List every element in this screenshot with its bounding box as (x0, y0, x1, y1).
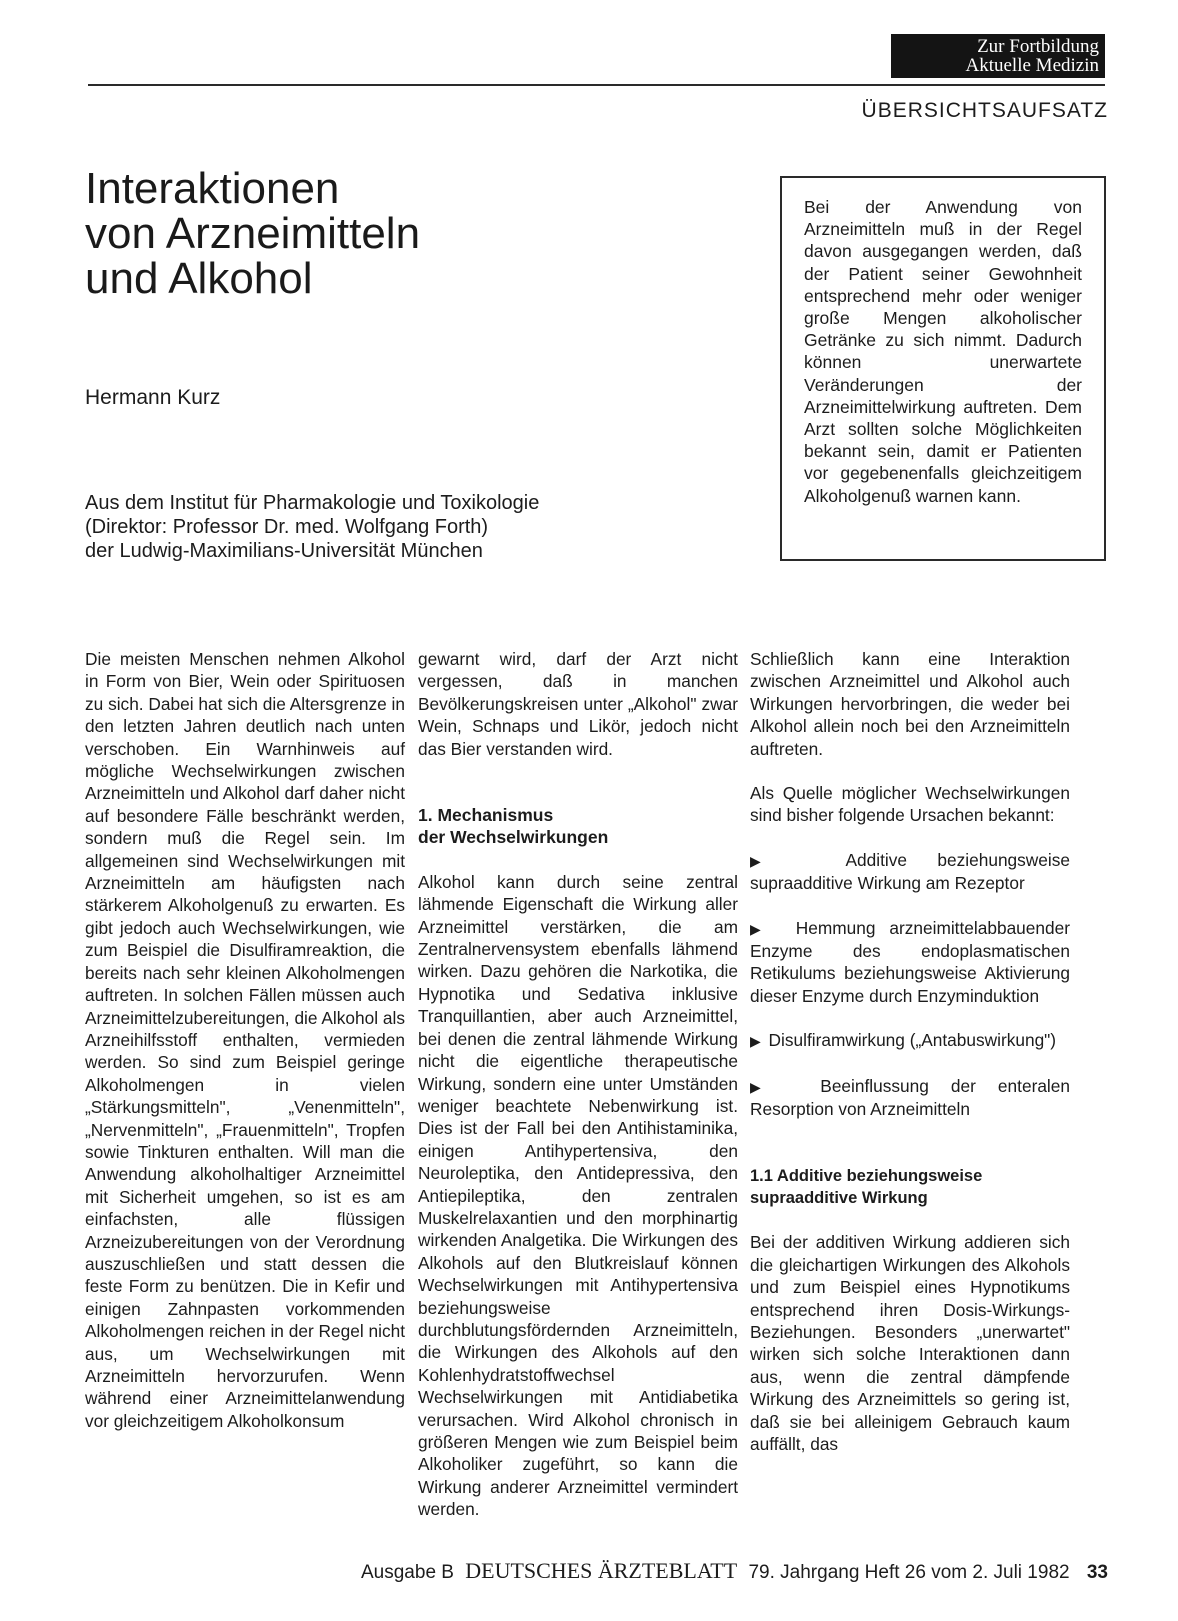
paragraph: gewarnt wird, darf der Arzt nicht vergessen, daß in manchen Bevölkerungskreisen unter „Alkohol" zwar Wein, Schnaps und Likör, jedoch nicht das Bier verstanden wird. (418, 649, 738, 759)
paragraph: Schließlich kann eine Interaktion zwischen Arzneimittel und Alkohol auch Wirkungen hervorbringen, die weder bei Alkohol allein noch bei den Arzneimitteln auftreten. (750, 649, 1070, 759)
abstract-text: Bei der Anwendung von Arzneimitteln muß in der Regel davon ausgegangen werden, daß der Patient seiner Gewohnheit entsprechend mehr oder weniger große Mengen alkoholischer Getränke zu sich nimmt. Dadurch können unerwartete Veränderungen der Arzneimittelwirkung auftreten. Dem Arzt sollten solche Möglichkeiten bekannt sein, damit er Patienten vor gegebenenfalls gleichzeitigem Alkoholgenuß warnen kann. (804, 197, 1082, 506)
footer-journal: DEUTSCHES ÄRZTEBLATT (465, 1558, 738, 1583)
heading-line: supraadditive Wirkung (750, 1188, 928, 1207)
bullet-item: ▶ Additive beziehungsweise supraadditive Wirkung am Rezeptor (750, 849, 1070, 895)
heading-line: der Wechselwirkungen (418, 827, 609, 848)
column-2 (418, 648, 738, 1521)
article-title (85, 166, 420, 301)
badge-line-1: Zur Fortbildung (977, 36, 1099, 57)
bullet-item: ▶ Hemmung arzneimittelabbauender Enzyme des endoplasmatischen Retikulums beziehungsweise Aktivierung dieser Enzyme durch Enzyminduktion (750, 917, 1070, 1008)
affiliation-line: Aus dem Institut für Pharmakologie und Toxikologie (85, 492, 540, 514)
bullet-item: ▶ Disulfiramwirkung („Antabuswirkung") (750, 1029, 1070, 1052)
paragraph: Alkohol kann durch seine zentral lähmende Eigenschaft die Wirkung aller Arzneimittel verstärken, die am Zentralnervensystem ebenfalls lähmend wirken. Dazu gehören die Narkotika, die Hypnotika und Sedativa inklusive Tranquillantien, aber auch Arzneimittel, bei denen die zentral lähmende Wirkung nicht die eigentliche therapeutische Wirkung, sondern eine unter Umständen weniger beachtete Nebenwirkung ist. Dies ist der Fall bei den Antihistaminika, einigen Antihypertensiva, den Neuroleptika, den Antidepressiva, den Antiepileptika, den zentralen Muskelrelaxantien und den morphinartig wirkenden Analgetika. Die Wirkungen des Alkohols auf den Blutkreislauf können Wechselwirkungen mit Antihypertensiva beziehungsweise durchblutungsfördernden Arzneimitteln, die Wirkungen des Alkohols auf den Kohlenhydratstoffwechsel Wechselwirkungen mit Antidiabetika verursachen. Wird Alkohol chronisch in größeren Mengen wie zum Beispiel beim Alkoholiker zugeführt, so kann die Wirkung anderer Arzneimittel vermindert werden. (418, 871, 738, 1520)
abstract-box (780, 176, 1106, 561)
author-name: Hermann Kurz (85, 386, 221, 409)
page-footer (361, 1558, 1108, 1584)
paragraph: Die meisten Menschen nehmen Alkohol in Form von Bier, Wein oder Spirituosen zu sich. Dabei hat sich die Altersgrenze in den letzten Jahren deutlich nach unten verschoben. Ein Warnhinweis auf mögliche Wechselwirkungen zwischen Arzneimitteln und Alkohol darf daher nicht auf besondere Fälle beschränkt werden, sondern muß die Regel sein. Im allgemeinen sind Wechselwirkungen mit Arzneimitteln am häufigsten nach stärkerem Alkoholgenuß zu erwarten. Es gibt jedoch auch Wechselwirkungen, wie zum Beispiel die Disulfiramreaktion, die bereits nach sehr kleinen Alkoholmengen auftreten. In solchen Fällen müssen auch Arzneimittelzubereitungen, die Alkohol als Arzneihilfsstoff enthalten, vermieden werden. So sind zum Beispiel geringe Alkoholmengen in vielen „Stärkungsmitteln", „Venenmitteln", „Nervenmitteln", „Frauenmitteln", Tropfen sowie Tinkturen enthalten. Will man die Anwendung alkoholhaltiger Arzneimittel mit Sicherheit umgehen, so ist es am einfachsten, alle flüssigen Arzneizubereitungen von der Verordnung auszuschließen und statt dessen die feste Form zu benützen. Die in Kefir und einigen Zahnpasten vorkommenden Alkoholmengen reichen in der Regel nicht aus, um Wechselwirkungen mit Arzneimitteln hervorzurufen. Wenn während einer Arzneimittelanwendung vor gleichzeitigem Alkoholkonsum (85, 649, 405, 1431)
bullet-item: ▶ Beeinflussung der enteralen Resorption von Arzneimitteln (750, 1075, 1070, 1121)
heading-line: 1.1 Additive beziehungsweise (750, 1166, 983, 1185)
footer-issue: 79. Jahrgang Heft 26 vom 2. Juli 1982 (748, 1562, 1070, 1583)
paragraph: Bei der additiven Wirkung addieren sich die gleichartigen Wirkungen des Alkohols und zum Beispiel eines Hypnotikums entsprechend ihren Dosis-Wirkungs-Beziehungen. Besonders „unerwartet" wirken sich solche Interaktionen dann aus, wenn die zentral dämpfende Wirkung des Arzneimittels so gering ist, daß sie bei alleinigem Gebrauch kaum auffällt, das (750, 1232, 1070, 1454)
badge-line-2: Aktuelle Medizin (965, 55, 1099, 76)
title-line: Interaktionen (85, 164, 340, 213)
section-heading (418, 804, 738, 849)
section-badge (891, 34, 1105, 78)
subsection-heading (750, 1165, 1070, 1210)
page-number: 33 (1086, 1562, 1108, 1583)
title-line: und Alkohol (85, 254, 313, 303)
affiliation (85, 491, 539, 563)
title-line: von Arzneimitteln (85, 209, 421, 258)
affiliation-line: (Direktor: Professor Dr. med. Wolfgang Forth) (85, 516, 489, 538)
paragraph: Als Quelle möglicher Wechselwirkungen sind bisher folgende Ursachen bekannt: (750, 783, 1070, 826)
heading-line: 1. Mechanismus (418, 805, 554, 826)
column-1 (85, 648, 405, 1432)
footer-edition: Ausgabe B (361, 1562, 454, 1583)
top-rule (88, 84, 1105, 86)
section-label: ÜBERSICHTSAUFSATZ (861, 99, 1108, 122)
affiliation-line: der Ludwig-Maximilians-Universität München (85, 540, 483, 562)
column-3 (750, 648, 1070, 1455)
